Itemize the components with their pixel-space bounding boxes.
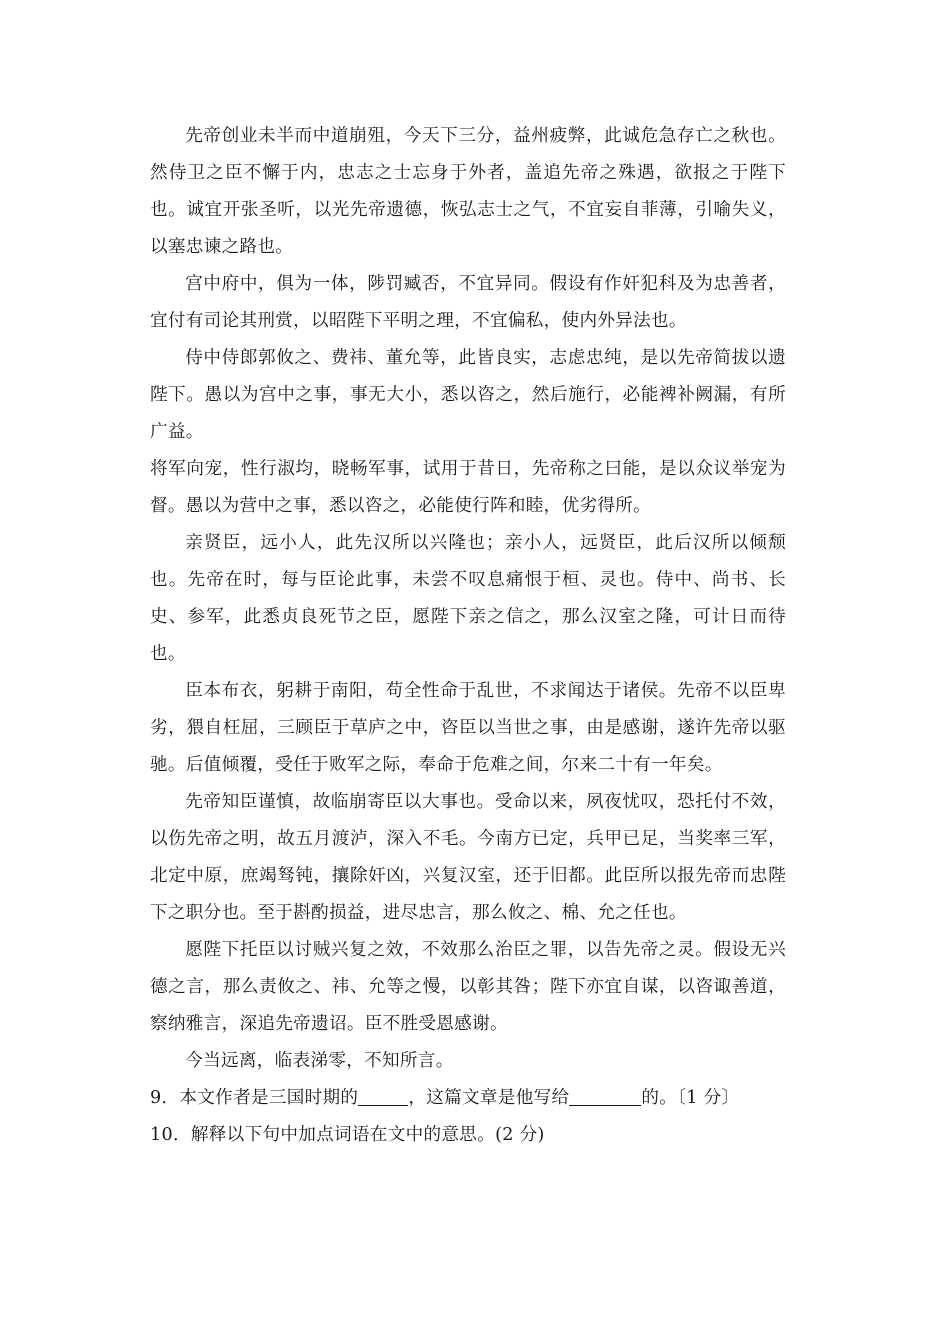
paragraph-5: 亲贤臣，远小人，此先汉所以兴隆也；亲小人，远贤臣，此后汉所以倾颓也。先帝在时，每与臣论此事，未尝不叹息痛恨于桓、灵也。侍中、尚书、长史、参军，此悉贞良死节之臣，愿陛下亲之信之，那么汉室之隆，可计日而待也。 bbox=[150, 533, 786, 664]
paragraph-3: 侍中侍郎郭攸之、费祎、董允等，此皆良实，志虑忠纯，是以先帝简拔以遗陛下。愚以为宫中之事，事无大小，悉以咨之，然后施行，必能裨补阙漏，有所广益。 bbox=[150, 348, 786, 442]
question-10: 10．解释以下句中加点词语在文中的意思。(2 分) bbox=[150, 1125, 545, 1145]
paragraph-9: 今当远离，临表涕零，不知所言。 bbox=[185, 1051, 454, 1071]
question-9 bbox=[150, 1080, 786, 1117]
paragraph-2: 宫中府中，俱为一体，陟罚臧否，不宜异同。假设有作奸犯科及为忠善者，宜付有司论其刑赏，以昭陛下平明之理，不宜偏私，使内外异法也。 bbox=[150, 274, 786, 331]
paragraph-4: 将军向宠，性行淑均，晓畅军事，试用于昔日，先帝称之曰能，是以众议举宠为督。愚以为营中之事，悉以咨之，必能使行阵和睦，优劣得所。 bbox=[150, 459, 786, 516]
paragraph-7: 先帝知臣谨慎，故临崩寄臣以大事也。受命以来，夙夜忧叹，恐托付不效，以伤先帝之明，故五月渡泸，深入不毛。今南方已定，兵甲已足，当奖率三军，北定中原，庶竭驽钝，攘除奸凶，兴复汉室，还于旧都。此臣所以报先帝而忠陛下之职分也。至于斟酌损益，进尽忠言，那么攸之、棉、允之任也。 bbox=[150, 792, 786, 923]
paragraph-1: 先帝创业未半而中道崩殂，今天下三分，益州疲弊，此诚危急存亡之秋也。然侍卫之臣不懈于内，忠志之士忘身于外者，盖追先帝之殊遇，欲报之于陛下也。诚宜开张圣听，以光先帝遗德，恢弘志士之气，不宜妄自菲薄，引喻失义，以塞忠谏之路也。 bbox=[150, 126, 786, 257]
paragraph-8: 愿陛下托臣以讨贼兴复之效，不效那么治臣之罪，以告先帝之灵。假设无兴德之言，那么责攸之、祎、允等之慢，以彰其咎；陛下亦宜自谋，以咨诹善道，察纳雅言，深追先帝遗诏。臣不胜受恩感谢。 bbox=[150, 940, 786, 1034]
question-9-part1: 9．本文作者是三国时期的 bbox=[150, 1088, 359, 1108]
document-body bbox=[150, 118, 786, 1154]
paragraph-6: 臣本布衣，躬耕于南阳，苟全性命于乱世，不求闻达于诸侯。先帝不以臣卑劣，猥自枉屈，三顾臣于草庐之中，咨臣以当世之事，由是感谢，遂许先帝以驱驰。后值倾覆，受任于败军之际，奉命于危难之间，尔来二十有一年矣。 bbox=[150, 681, 786, 775]
answer-blank-recipient[interactable] bbox=[569, 1085, 641, 1106]
question-9-part3: 的。〔1 分〕 bbox=[641, 1088, 740, 1108]
question-9-part2: ，这篇文章是他写给 bbox=[408, 1088, 570, 1108]
answer-blank-author[interactable] bbox=[358, 1085, 408, 1106]
